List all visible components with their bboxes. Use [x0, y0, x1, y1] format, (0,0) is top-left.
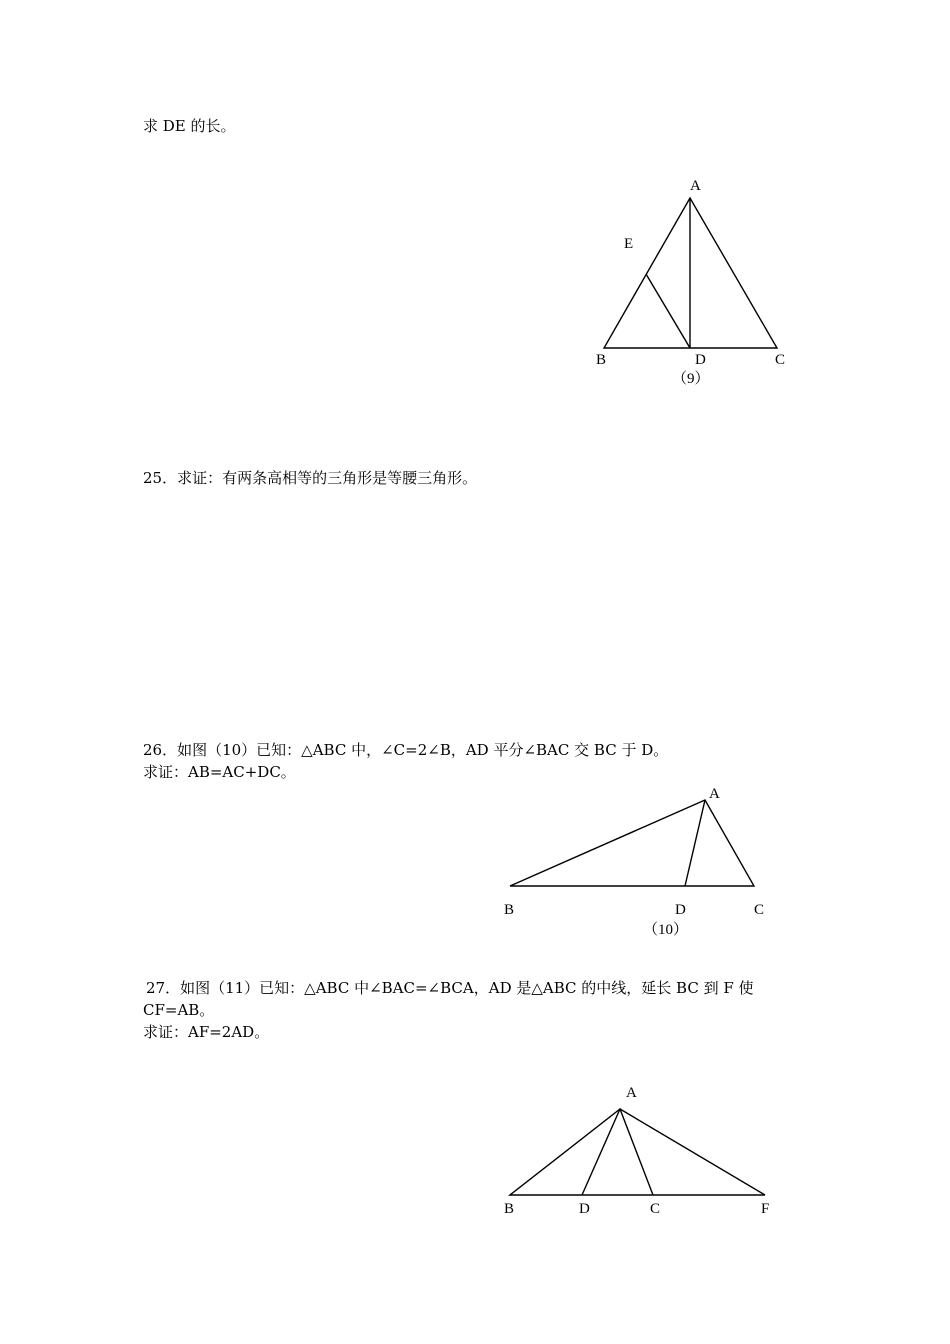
caption-fig9: （9） — [672, 371, 710, 387]
problem26-line1: 26．如图（10）已知：△ABC 中，∠C=2∠B，AD 平分∠BAC 交 BC 于 D。 — [143, 741, 669, 759]
problem27-line3: 求证：AF=2AD。 — [143, 1023, 270, 1041]
triangle-abc-fig10 — [510, 800, 754, 886]
problem27-line1: 27．如图（11）已知：△ABC 中∠BAC=∠BCA，AD 是△ABC 的中线，延长 BC 到 F 使 — [146, 979, 754, 997]
caption-fig10: （10） — [643, 922, 689, 938]
problem27-line2: CF=AB。 — [143, 1001, 215, 1019]
label-c-fig9: C — [775, 352, 786, 368]
label-e-fig9: E — [624, 236, 634, 252]
label-c-fig10: C — [754, 902, 765, 918]
label-a-fig10: A — [709, 786, 720, 802]
label-d-fig11: D — [579, 1201, 590, 1217]
triangle-abc-fig11 — [510, 1109, 653, 1195]
label-b-fig10: B — [504, 902, 515, 918]
figure-10 — [504, 786, 764, 938]
label-c-fig11: C — [650, 1201, 661, 1217]
problem26-line2: 求证：AB=AC+DC。 — [143, 763, 296, 781]
label-f-fig11: F — [761, 1201, 770, 1217]
figure-11 — [504, 1085, 769, 1217]
segment-de-fig9 — [646, 274, 690, 348]
problem24-question-tail: 求 DE 的长。 — [143, 117, 236, 135]
segment-af-fig11 — [620, 1109, 765, 1195]
segment-ad-fig11 — [582, 1109, 620, 1195]
label-a-fig9: A — [690, 178, 701, 194]
label-a-fig11: A — [626, 1085, 637, 1101]
segment-ad-fig10 — [685, 800, 705, 886]
label-d-fig9: D — [695, 352, 706, 368]
problem25-text: 25．求证：有两条高相等的三角形是等腰三角形。 — [143, 469, 478, 487]
label-b-fig11: B — [504, 1201, 515, 1217]
label-d-fig10: D — [675, 902, 686, 918]
label-b-fig9: B — [596, 352, 607, 368]
figure-9 — [596, 178, 785, 387]
